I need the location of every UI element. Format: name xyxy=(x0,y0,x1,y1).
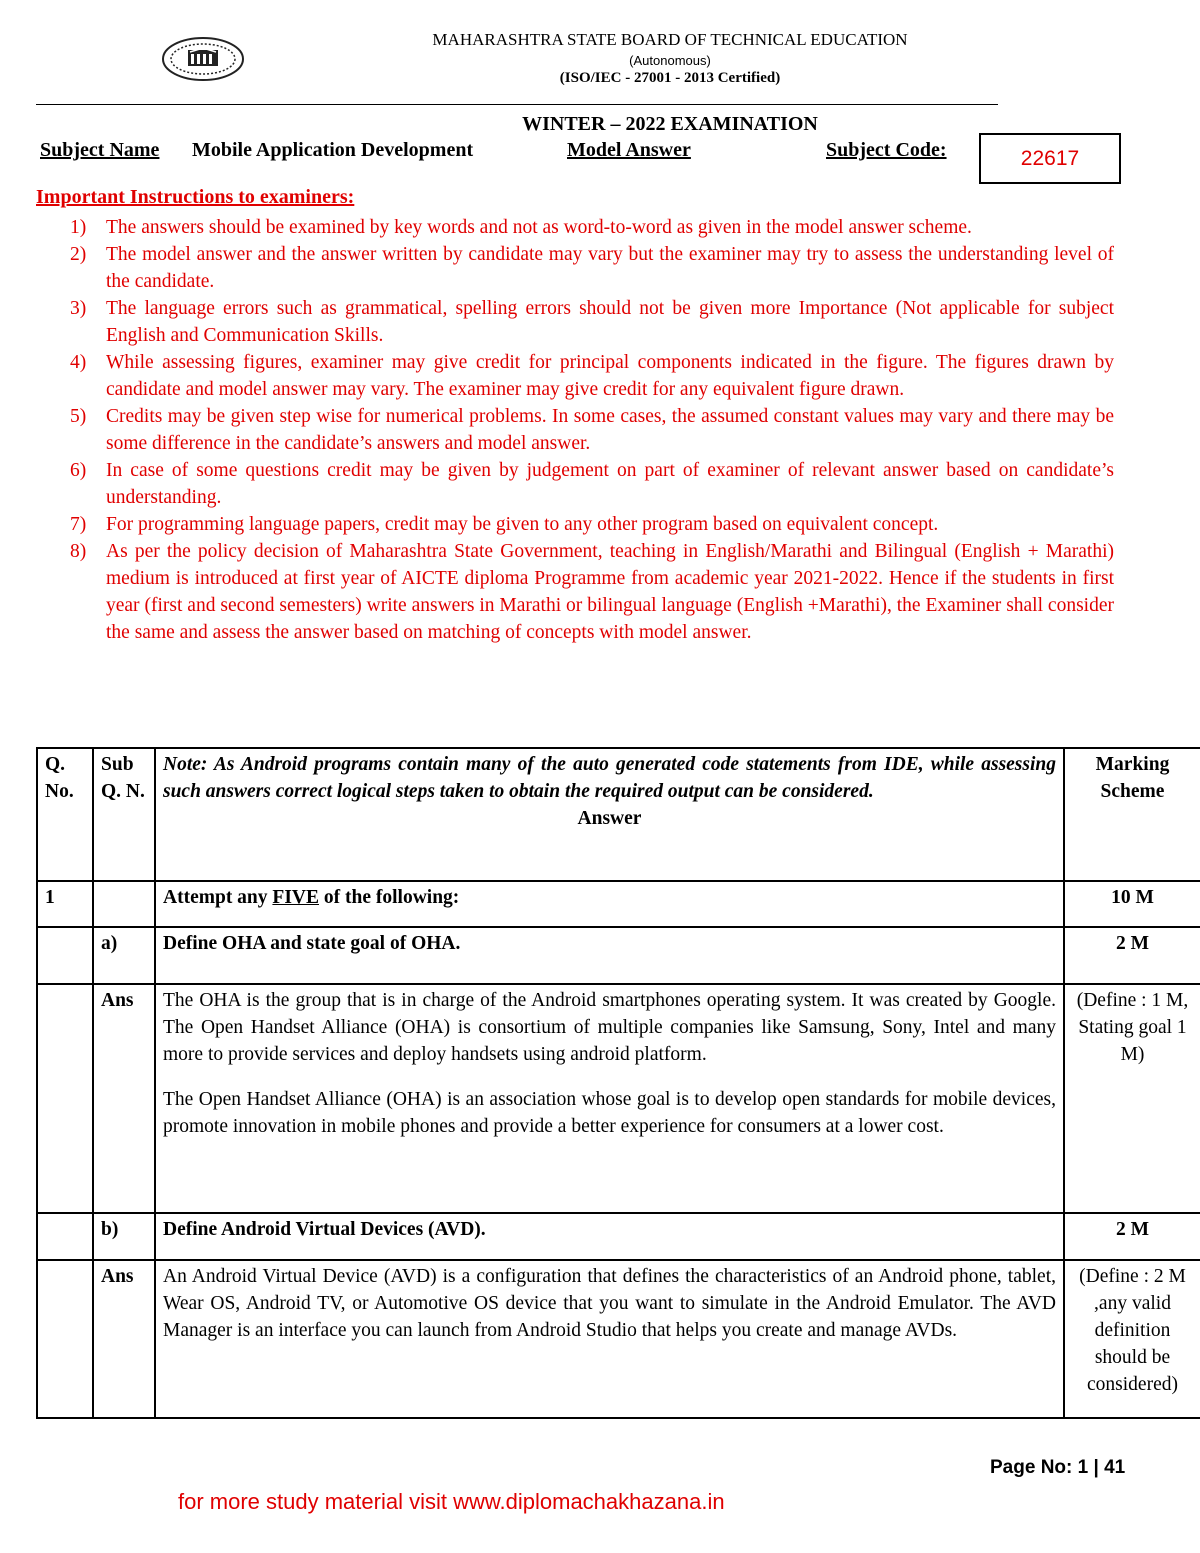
ide-note: Note: As Android programs contain many of the auto generated code statements from IDE, while assessing such answers correct logical steps taken to obtain the required output can be considered. xyxy=(163,754,1056,802)
list-item: 5) Credits may be given step wise for numerical problems. In some cases, the assumed constant values may vary and there may be some difference in the candidate’s answers and model answer. xyxy=(70,406,1114,454)
instructions-list xyxy=(36,214,1114,646)
marks: 2 M xyxy=(1064,927,1200,984)
ans-label: Ans xyxy=(93,984,155,1213)
answer-text: The OHA is the group that is in charge of the Android smartphones operating system. It was created by Google. The Open Handset Alliance (OHA) is consortium of multiple companies like Samsung, Sony, Intel and many more to provide services and deploy handsets using android platform. The Open Handset Alliance (OHA) is an association whose goal is to develop open standards for mobile devices, promote innovation in mobile phones and provide a better experience for consumers at a lower cost. xyxy=(155,984,1064,1213)
q-no-header: Q. No. xyxy=(37,748,93,881)
page-number: Page No: 1 | 41 xyxy=(990,1457,1126,1478)
answer-label: Answer xyxy=(577,808,642,829)
list-item: 1) The answers should be examined by key words and not as word-to-word as given in the model answer scheme. xyxy=(70,217,972,238)
autonomous-label: (Autonomous) xyxy=(629,53,711,68)
question-text: Attempt any FIVE of the following: xyxy=(155,881,1064,927)
table-row xyxy=(37,1213,1200,1260)
table-row xyxy=(37,927,1200,984)
subject-code-box xyxy=(979,133,1121,184)
subject-name: Mobile Application Development xyxy=(192,139,474,161)
table-row xyxy=(37,1260,1200,1418)
question-text: Define Android Virtual Devices (AVD). xyxy=(155,1213,1064,1260)
promo-footer: for more study material visit www.diplomachakhazana.in xyxy=(178,1489,725,1514)
q-number: 1 xyxy=(37,881,93,927)
answer-header xyxy=(155,748,1064,881)
ans-label: Ans xyxy=(93,1260,155,1418)
marks: 2 M xyxy=(1064,1213,1200,1260)
list-item: 6) In case of some questions credit may be given by judgement on part of examiner of relevant answer based on candidate’s understanding. xyxy=(70,460,1114,508)
board-name: MAHARASHTRA STATE BOARD OF TECHNICAL EDUCATION xyxy=(432,30,908,49)
exam-title: WINTER – 2022 EXAMINATION xyxy=(522,113,818,135)
subject-code: 22617 xyxy=(1020,146,1080,170)
sub-q-number: b) xyxy=(93,1213,155,1260)
table-row xyxy=(37,984,1200,1213)
header-divider xyxy=(36,104,998,105)
sub-q-number: a) xyxy=(93,927,155,984)
list-item: 7) For programming language papers, credit may be given to any other program based on equivalent concept. xyxy=(70,514,939,535)
subject-name-label: Subject Name xyxy=(40,139,160,161)
list-item: 8) As per the policy decision of Maharashtra State Government, teaching in English/Marathi and Bilingual (English + Marathi) medium is introduced at first year of AICTE diploma Programme from academic year 2021-2022. Hence if the students in first year (first and second semesters) write answers in Marathi or bilingual language (English +Marathi), the Examiner shall consider the same and assess the answer based on matching of concepts with model answer. xyxy=(70,541,1114,643)
answer-table xyxy=(36,747,1200,1419)
marking-scheme: (Define : 1 M, Stating goal 1 M) xyxy=(1064,984,1200,1213)
list-item: 2) The model answer and the answer written by candidate may vary but the examiner may try to assess the understanding level of the candidate. xyxy=(70,244,1114,292)
sub-q-header: Sub Q. N. xyxy=(93,748,155,881)
subject-code-label: Subject Code: xyxy=(826,139,947,161)
instructions-title: Important Instructions to examiners: xyxy=(36,186,355,208)
answer-text: An Android Virtual Device (AVD) is a configuration that defines the characteristics of an Android phone, tablet, Wear OS, Android TV, or Automotive OS device that you want to simulate in the Android Emulator. The AVD Manager is an interface you can launch from Android Studio that helps you create and manage AVDs. xyxy=(155,1260,1064,1418)
marking-scheme-header: Marking Scheme xyxy=(1064,748,1200,881)
model-answer-label: Model Answer xyxy=(567,139,691,161)
list-item: 4) While assessing figures, examiner may give credit for principal components indicated in the figure. The figures drawn by candidate and model answer may vary. The examiner may give credit for any equivalent figure drawn. xyxy=(70,352,1114,400)
table-header-row xyxy=(37,748,1200,881)
table-row xyxy=(37,881,1200,927)
marking-scheme: (Define : 2 M ,any valid definition should be considered) xyxy=(1064,1260,1200,1418)
certification-label: (ISO/IEC - 27001 - 2013 Certified) xyxy=(559,70,781,86)
marks: 10 M xyxy=(1064,881,1200,927)
question-text: Define OHA and state goal of OHA. xyxy=(155,927,1064,984)
list-item: 3) The language errors such as grammatical, spelling errors should not be given more Importance (Not applicable for subject English and Communication Skills. xyxy=(70,298,1114,346)
